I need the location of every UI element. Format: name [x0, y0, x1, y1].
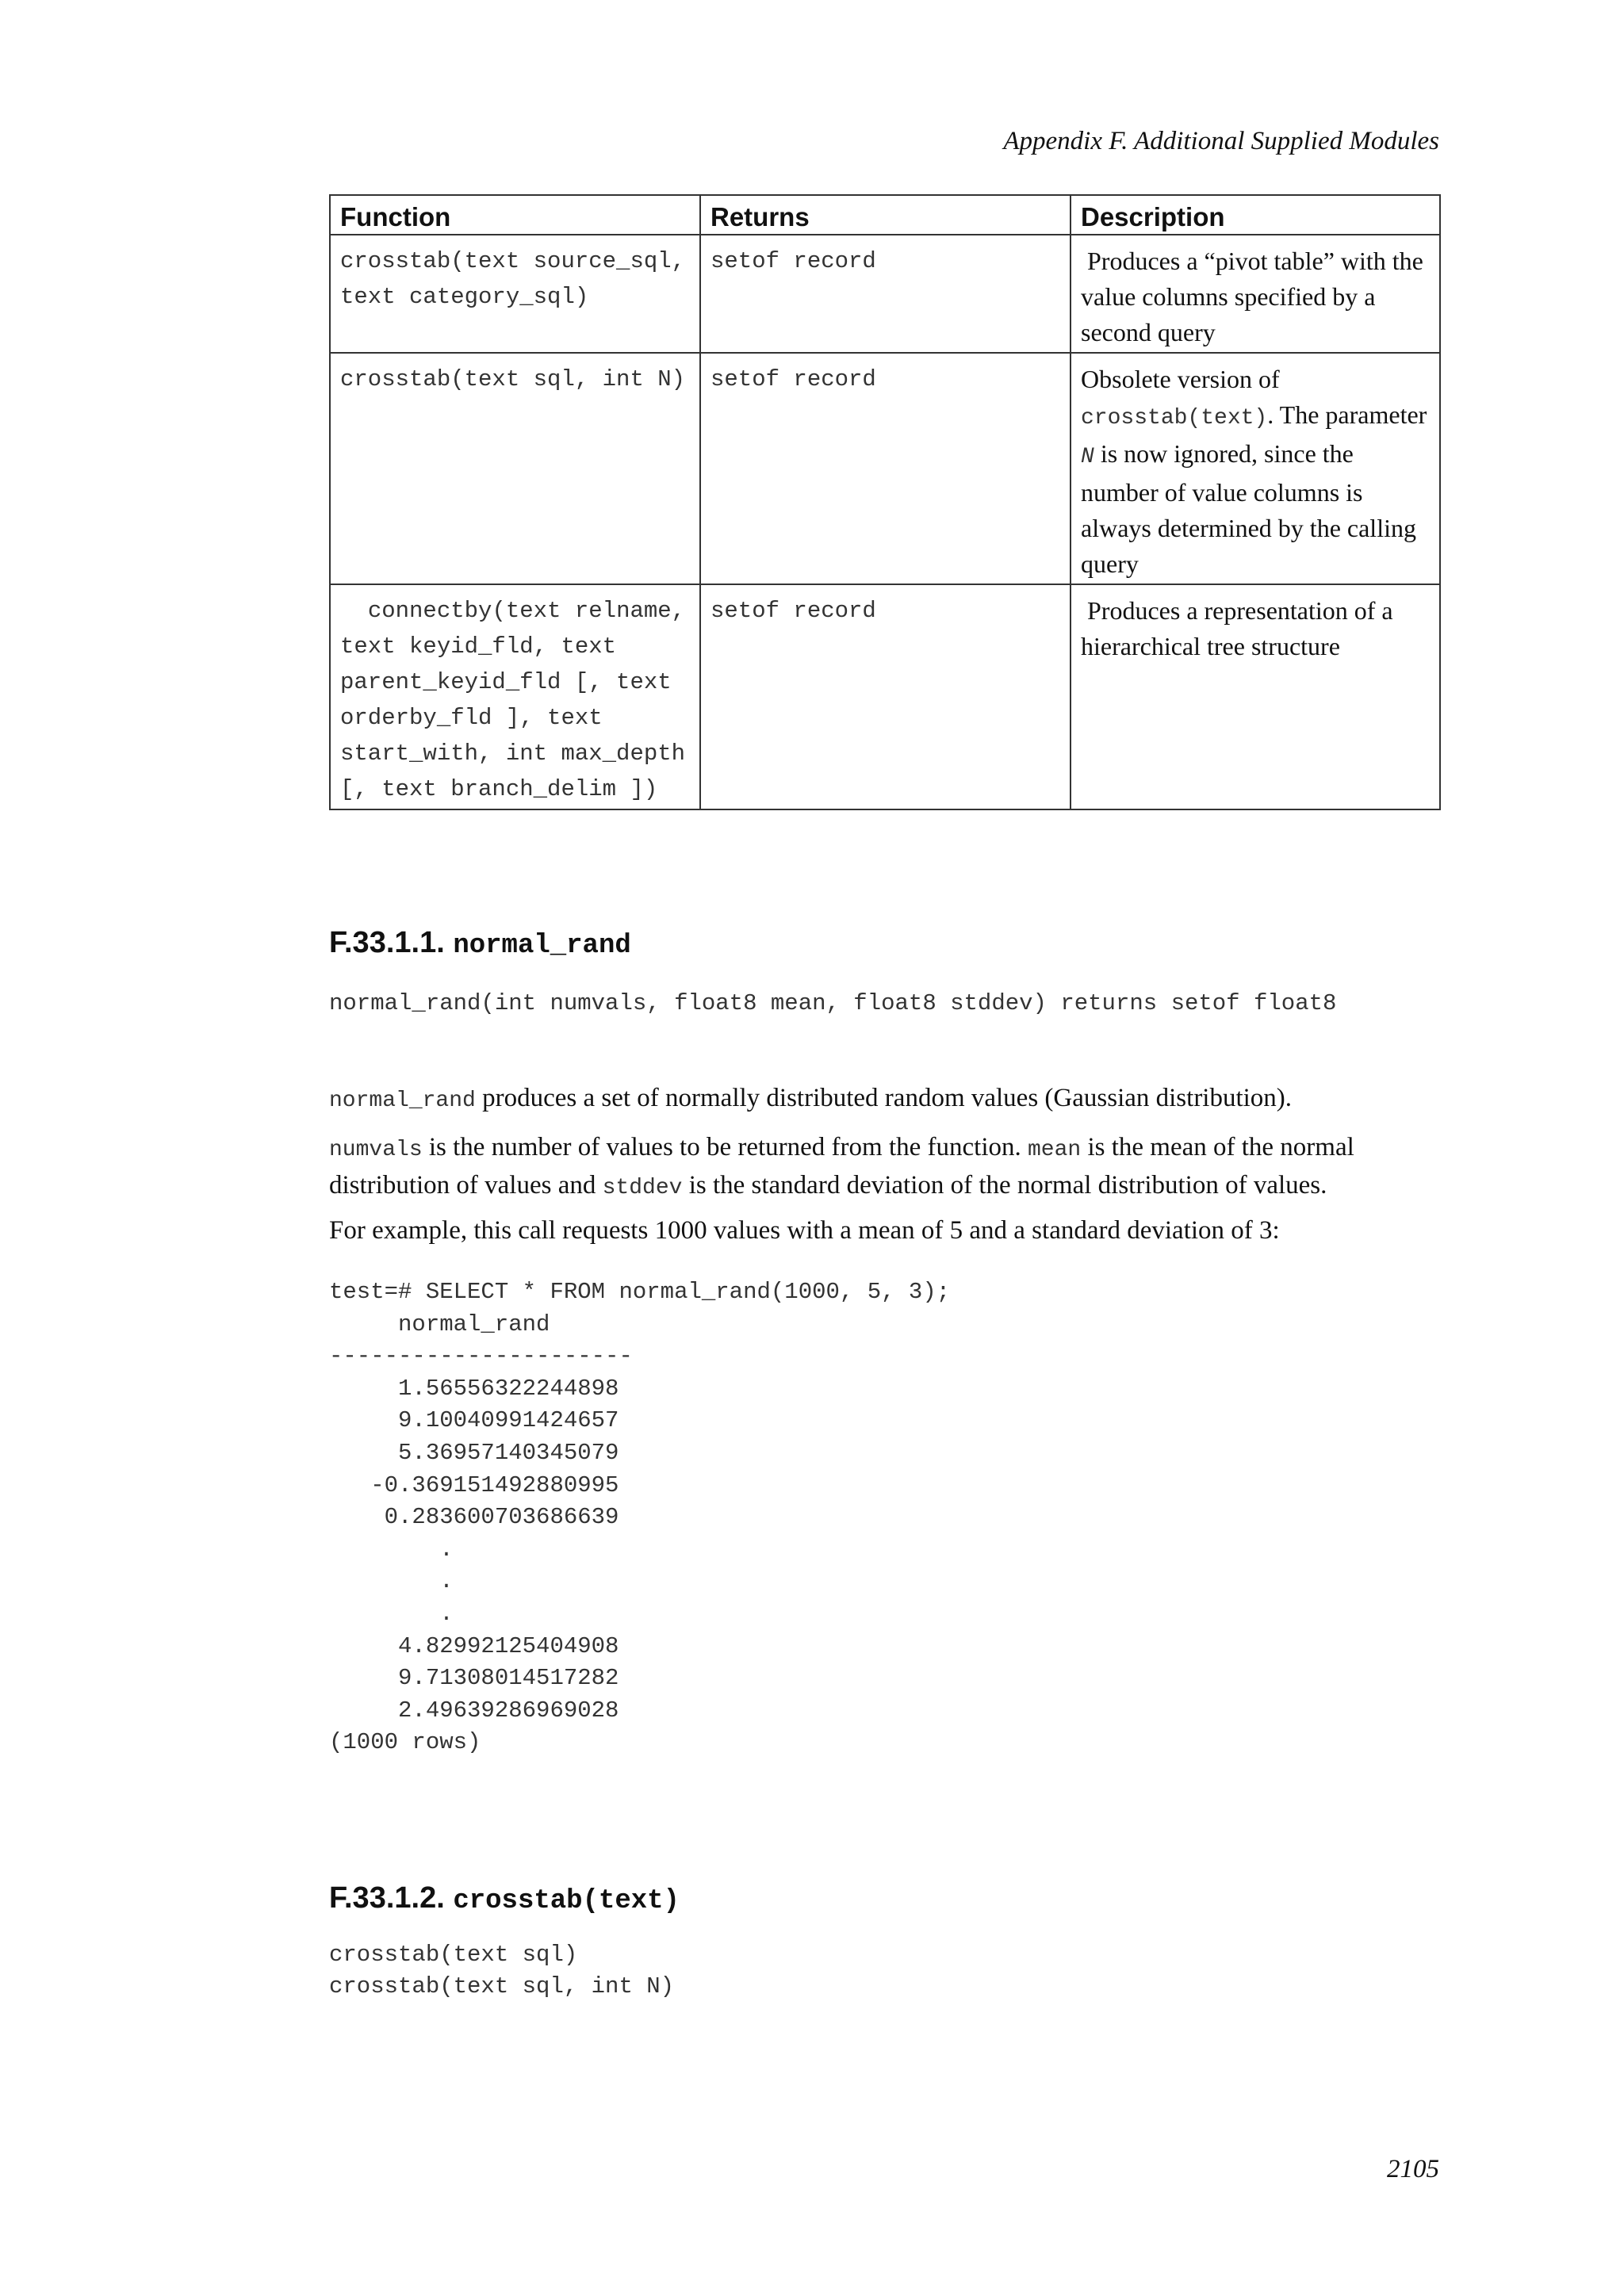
function-description: [1071, 584, 1440, 809]
normal-rand-synopsis: normal_rand(int numvals, float8 mean, float8 stddev) returns setof float8: [329, 990, 1337, 1016]
column-header-function: Function: [330, 195, 700, 235]
inline-code: crosstab(text): [1081, 406, 1268, 430]
inline-code: mean: [1028, 1138, 1082, 1162]
running-header: Appendix F. Additional Supplied Modules: [1003, 127, 1439, 155]
paragraph-text: is the standard deviation of the normal distribution of values.: [682, 1171, 1327, 1200]
function-description: [1071, 353, 1440, 584]
description-text: Produces a “pivot table” with the value columns specified by a second query: [1081, 247, 1423, 346]
paragraph-example-intro: For example, this call requests 1000 values with a mean of 5 and a standard deviation of 3:: [329, 1216, 1280, 1245]
inline-code: normal_rand: [329, 1089, 476, 1113]
section-heading-normal-rand: [329, 926, 631, 961]
paragraph-parameters: [329, 1130, 1439, 1206]
return-type: setof record: [700, 353, 1071, 584]
function-signature: connectby(text relname, text keyid_fld, text parent_keyid_fld [, text orderby_fld ], text start_with, int max_depth [, text branch_delim ]): [330, 584, 700, 809]
crosstab-synopsis: crosstab(text sql) crosstab(text sql, int N): [329, 1942, 675, 1999]
description-text: . The parameter: [1267, 400, 1427, 429]
return-type: setof record: [700, 235, 1071, 353]
section-heading-crosstab: [329, 1881, 680, 1916]
inline-code: stddev: [602, 1176, 683, 1200]
inline-code: numvals: [329, 1138, 423, 1162]
section-function-name: normal_rand: [453, 931, 631, 961]
paragraph-normal-rand-intro: [329, 1081, 1439, 1119]
return-type: setof record: [700, 584, 1071, 809]
function-signature: crosstab(text source_sql, text category_sql): [330, 235, 700, 353]
description-text: is now ignored, since the number of value columns is always determined by the calling query: [1081, 439, 1416, 578]
paragraph-text: is the mean of the normal distribution of values and: [329, 1133, 1354, 1200]
section-number: F.33.1.1.: [329, 926, 445, 959]
section-function-name: crosstab(text): [453, 1886, 680, 1916]
table-header-row: [330, 195, 1440, 235]
section-number: F.33.1.2.: [329, 1881, 445, 1915]
column-header-returns: Returns: [700, 195, 1071, 235]
example-code-block: test=# SELECT * FROM normal_rand(1000, 5, 3); normal_rand ---------------------- 1.56556322244898 9.10040991424657 5.36957140345079 -0.369151492880995 0.283600703686639 . . . 4.82992125404908 9.71308014517282 2.49639286969028 (1000 rows): [329, 1279, 951, 1756]
description-text: Produces a representation of a hierarchical tree structure: [1081, 596, 1393, 660]
table-row: [330, 584, 1440, 809]
inline-parameter: N: [1081, 445, 1094, 469]
description-text: Obsolete version of: [1081, 365, 1280, 393]
table-row: [330, 353, 1440, 584]
table-row: [330, 235, 1440, 353]
paragraph-text: produces a set of normally distributed random values (Gaussian distribution).: [475, 1084, 1293, 1112]
function-signature: crosstab(text sql, int N): [330, 353, 700, 584]
column-header-description: Description: [1071, 195, 1440, 235]
document-page: [329, 0, 1439, 2296]
page-number: 2105: [1387, 2155, 1439, 2183]
paragraph-text: is the number of values to be returned from the function.: [422, 1133, 1028, 1161]
function-table: [329, 194, 1441, 810]
function-description: [1071, 235, 1440, 353]
